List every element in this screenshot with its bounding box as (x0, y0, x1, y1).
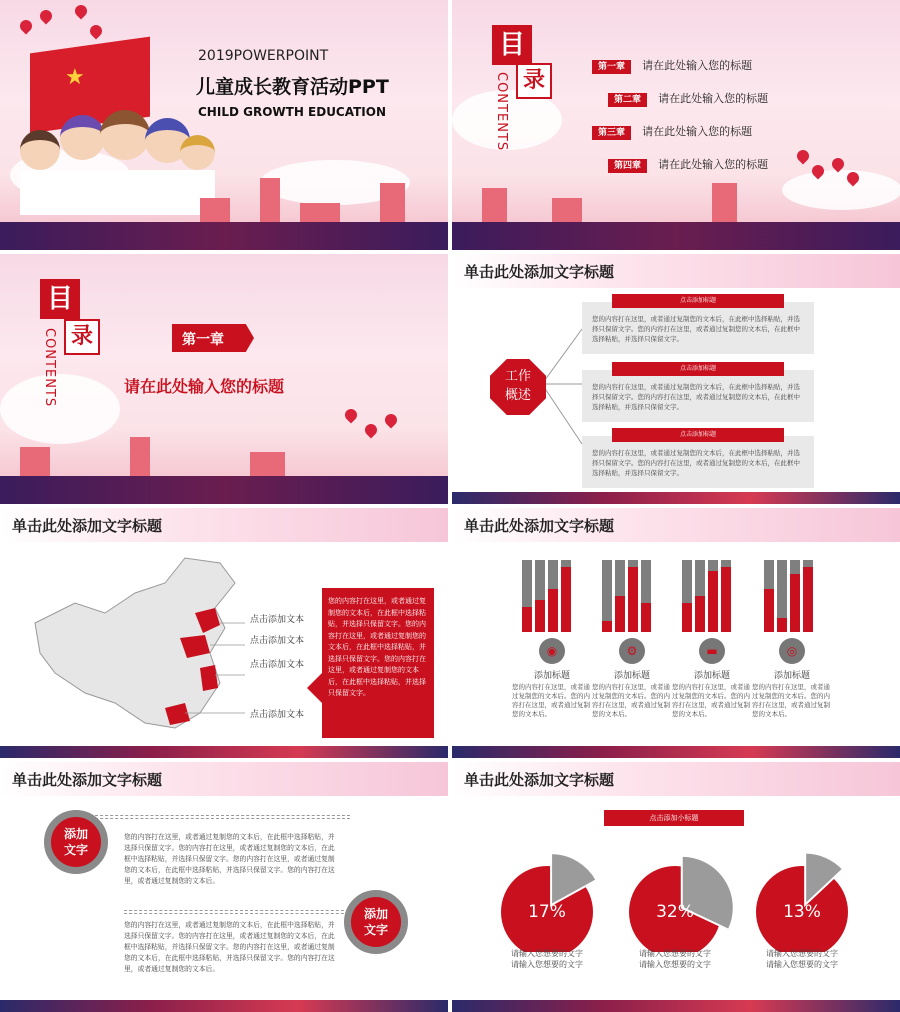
slide-title: 单击此处添加文字标题 (12, 517, 163, 535)
bar (628, 560, 638, 632)
bar-fill (721, 567, 731, 632)
map-label-2: 点击添加文本 (250, 636, 305, 646)
bar-fill (803, 567, 813, 632)
group-text: 您的内容打在这里，或者通过复制您的文本后。您的内容打在这里，或者通过复制您的文本后。 (672, 683, 750, 718)
toc-item-3[interactable] (592, 120, 752, 139)
card-icon: ▬ (699, 638, 725, 664)
circle-1-text: 添加 文字 (63, 827, 88, 857)
chapter-badge: 第三章 (592, 126, 631, 140)
pie-pct-1: 17% (528, 902, 566, 922)
bar (535, 560, 545, 632)
circle-2-text: 添加 文字 (363, 907, 388, 937)
slide-title: 单击此处添加文字标题 (12, 771, 163, 789)
bar-fill (695, 596, 705, 632)
cloud (782, 170, 900, 210)
map-label-3: 点击添加文本 (250, 660, 305, 670)
bar (561, 560, 571, 632)
children-illustration (20, 110, 210, 220)
bar-fill (682, 603, 692, 632)
divider-2 (124, 910, 364, 914)
chapter-contents: CONTENTS (42, 328, 57, 408)
heart-balloon (343, 407, 360, 424)
map-callout-pointer (307, 672, 323, 704)
bar (721, 560, 731, 632)
bar (803, 560, 813, 632)
slide-title: 单击此处添加文字标题 (464, 517, 615, 535)
slide-header (452, 508, 900, 542)
bar (790, 560, 800, 632)
bar-fill (708, 571, 718, 632)
box-text: 您的内容打在这里，或者通过复制您的文本后，在此框中选择粘贴，并选择只保留文字。您的内容打在这里，或者通过复制您的文本后，在此框中选择粘贴，并选择只保留文字。 (592, 315, 800, 343)
group-4 (752, 638, 832, 719)
slide-pies[interactable] (452, 762, 900, 1012)
bar (548, 560, 558, 632)
bar (641, 560, 651, 632)
divider-1 (90, 815, 350, 819)
bar-fill (535, 600, 545, 632)
toc-item-1[interactable] (592, 54, 752, 73)
heart-balloon (38, 8, 55, 25)
overview-box-1[interactable] (582, 297, 814, 354)
slide-title: 单击此处添加文字标题 (464, 771, 615, 789)
group-text: 您的内容打在这里，或者通过复制您的文本后。您的内容打在这里，或者通过复制您的文本后。 (512, 683, 590, 718)
toc-item-text: 请在此处输入您的标题 (642, 59, 753, 72)
cloud (0, 374, 120, 444)
ground (0, 476, 448, 504)
bar (602, 560, 612, 632)
bar-fill (764, 589, 774, 632)
toc-lu: 录 (516, 63, 552, 99)
bar-fill (602, 621, 612, 632)
slide-title: 单击此处添加文字标题 (464, 263, 615, 281)
chapter-badge-text: 第一章 (182, 332, 224, 348)
pie-caption-1: 请输入您想要的文字 请输入您想要的文字 (511, 949, 583, 969)
group-2 (592, 638, 672, 719)
text-block-1: 您的内容打在这里，或者通过复制您的文本后，在此框中选择粘贴，并选择只保留文字。您的内容打在这里，或者通过复制您的文本后，在此框中选择粘贴，并选择只保留文字。您的内容打在这里，或者通过复制您的文本后，在此框中选择粘贴，并选择只保留文字。您的内容打在这里，或者通过复制您的文本后。 (124, 833, 335, 885)
toc-mu: 目 (492, 25, 532, 65)
heart-balloon (795, 148, 812, 165)
province-highlight (200, 665, 218, 691)
cover-line1: 2019POWERPOINT (198, 48, 329, 64)
group-label: 添加标题 (533, 671, 570, 681)
toc-item-text: 请在此处输入您的标题 (658, 158, 769, 171)
bar-fill (628, 567, 638, 632)
bar (777, 560, 787, 632)
bar-fill (790, 574, 800, 632)
group-label: 添加标题 (773, 671, 810, 681)
callout-text: 您的内容打在这里，或者通过复制您的文本后，在此框中选择粘贴，并选择只保留文字。您的内容打在这里，或者通过复制您的文本后，在此框中选择粘贴，并选择只保留文字。您的内容打在这里，或者通过复制您的文本后，在此框中选择粘贴，并选择只保留文字。 (328, 597, 426, 697)
slide-cover[interactable] (0, 0, 448, 250)
heart-balloon (383, 412, 400, 429)
group-text: 您的内容打在这里，或者通过复制您的文本后。您的内容打在这里，或者通过复制您的文本后。 (592, 683, 670, 718)
ground (0, 222, 448, 250)
map-label-4: 点击添加文本 (250, 710, 305, 720)
heart-balloon (73, 3, 90, 20)
star-icon: ★ (65, 65, 85, 90)
toc-item-text: 请在此处输入您的标题 (642, 125, 753, 138)
globe-icon: ◉ (539, 638, 565, 664)
bar (695, 560, 705, 632)
slide-text-blocks[interactable] (0, 762, 448, 1012)
group-label: 添加标题 (693, 671, 730, 681)
chapter-title: 请在此处输入您的标题 (124, 377, 285, 396)
group-text: 您的内容打在这里，或者通过复制您的文本后。您的内容打在这里，或者通过复制您的文本后。 (752, 683, 830, 718)
bar-fill (522, 607, 532, 632)
target-icon: ◎ (779, 638, 805, 664)
bottom-band (452, 1000, 900, 1012)
toc-item-2[interactable] (608, 87, 768, 106)
chapter-badge: 第一章 (592, 60, 631, 74)
pie-pct-3: 13% (783, 902, 821, 922)
bottom-band (0, 746, 448, 758)
map-callout (322, 588, 434, 738)
heart-balloon (363, 422, 380, 439)
box-text: 您的内容打在这里，或者通过复制您的文本后，在此框中选择粘贴，并选择只保留文字。您的内容打在这里，或者通过复制您的文本后，在此框中选择粘贴，并选择只保留文字。 (592, 449, 800, 477)
ground (452, 222, 900, 250)
slide-bars[interactable] (452, 508, 900, 758)
bar-fill (641, 603, 651, 632)
bar-fill (561, 567, 571, 632)
toc-item-4[interactable] (608, 153, 768, 172)
text-block-2: 您的内容打在这里，或者通过复制您的文本后，在此框中选择粘贴，并选择只保留文字。您的内容打在这里，或者通过复制您的文本后，在此框中选择粘贴，并选择只保留文字。您的内容打在这里，或者通过复制您的文本后，在此框中选择粘贴，并选择只保留文字。您的内容打在这里，或者通过复制您的文本后。 (124, 921, 335, 973)
bottom-band (452, 492, 900, 504)
bar-fill (548, 589, 558, 632)
chapter-badge: 第四章 (608, 159, 647, 173)
bar (708, 560, 718, 632)
slide-chapter[interactable] (0, 254, 448, 504)
building (260, 178, 280, 228)
pie-pct-2: 32% (656, 902, 694, 922)
cover-subtitle: CHILD GROWTH EDUCATION (198, 105, 386, 119)
pie-caption-3: 请输入您想要的文字 请输入您想要的文字 (766, 949, 838, 969)
box-text: 您的内容打在这里，或者通过复制您的文本后，在此框中选择粘贴，并选择只保留文字。您的内容打在这里，或者通过复制您的文本后，在此框中选择粘贴，并选择只保留文字。 (592, 383, 800, 411)
box-label: 点击添加标题 (612, 294, 784, 308)
chapter-badge: 第二章 (608, 93, 647, 107)
group-1 (512, 638, 592, 719)
cover-title: 儿童成长教育活动PPT (196, 76, 389, 98)
group-label: 添加标题 (613, 671, 650, 681)
slide-overview[interactable] (452, 254, 900, 504)
chapter-lu: 录 (64, 319, 100, 355)
bottom-band (0, 1000, 448, 1012)
slide-header (0, 762, 448, 796)
bar-fill (777, 618, 787, 632)
bar (682, 560, 692, 632)
box-label: 点击添加标题 (612, 428, 784, 442)
pie-charts (452, 832, 900, 952)
map-label-1: 点击添加文本 (250, 615, 305, 625)
bar (615, 560, 625, 632)
china-map (15, 553, 245, 738)
bar (764, 560, 774, 632)
group-3 (672, 638, 752, 719)
toc-item-text: 请在此处输入您的标题 (658, 92, 769, 105)
chapter-mu: 目 (40, 279, 80, 319)
slide-header (452, 762, 900, 796)
toc-contents: CONTENTS (494, 72, 509, 152)
box-label: 点击添加标题 (612, 362, 784, 376)
overview-box-2[interactable] (582, 365, 814, 422)
heart-balloon (18, 18, 35, 35)
slide-header (0, 508, 448, 542)
slide-toc[interactable] (452, 0, 900, 250)
pie-banner: 点击添加小标题 (604, 810, 744, 826)
gear-icon: ⚙ (619, 638, 645, 664)
bottom-band (452, 746, 900, 758)
overview-box-3[interactable] (582, 431, 814, 488)
slide-map[interactable] (0, 508, 448, 758)
overview-center-text: 工作 概述 (504, 369, 531, 403)
pie-caption-2: 请输入您想要的文字 请输入您想要的文字 (639, 949, 711, 969)
bar-fill (615, 596, 625, 632)
heart-balloon (88, 23, 105, 40)
bar (522, 560, 532, 632)
